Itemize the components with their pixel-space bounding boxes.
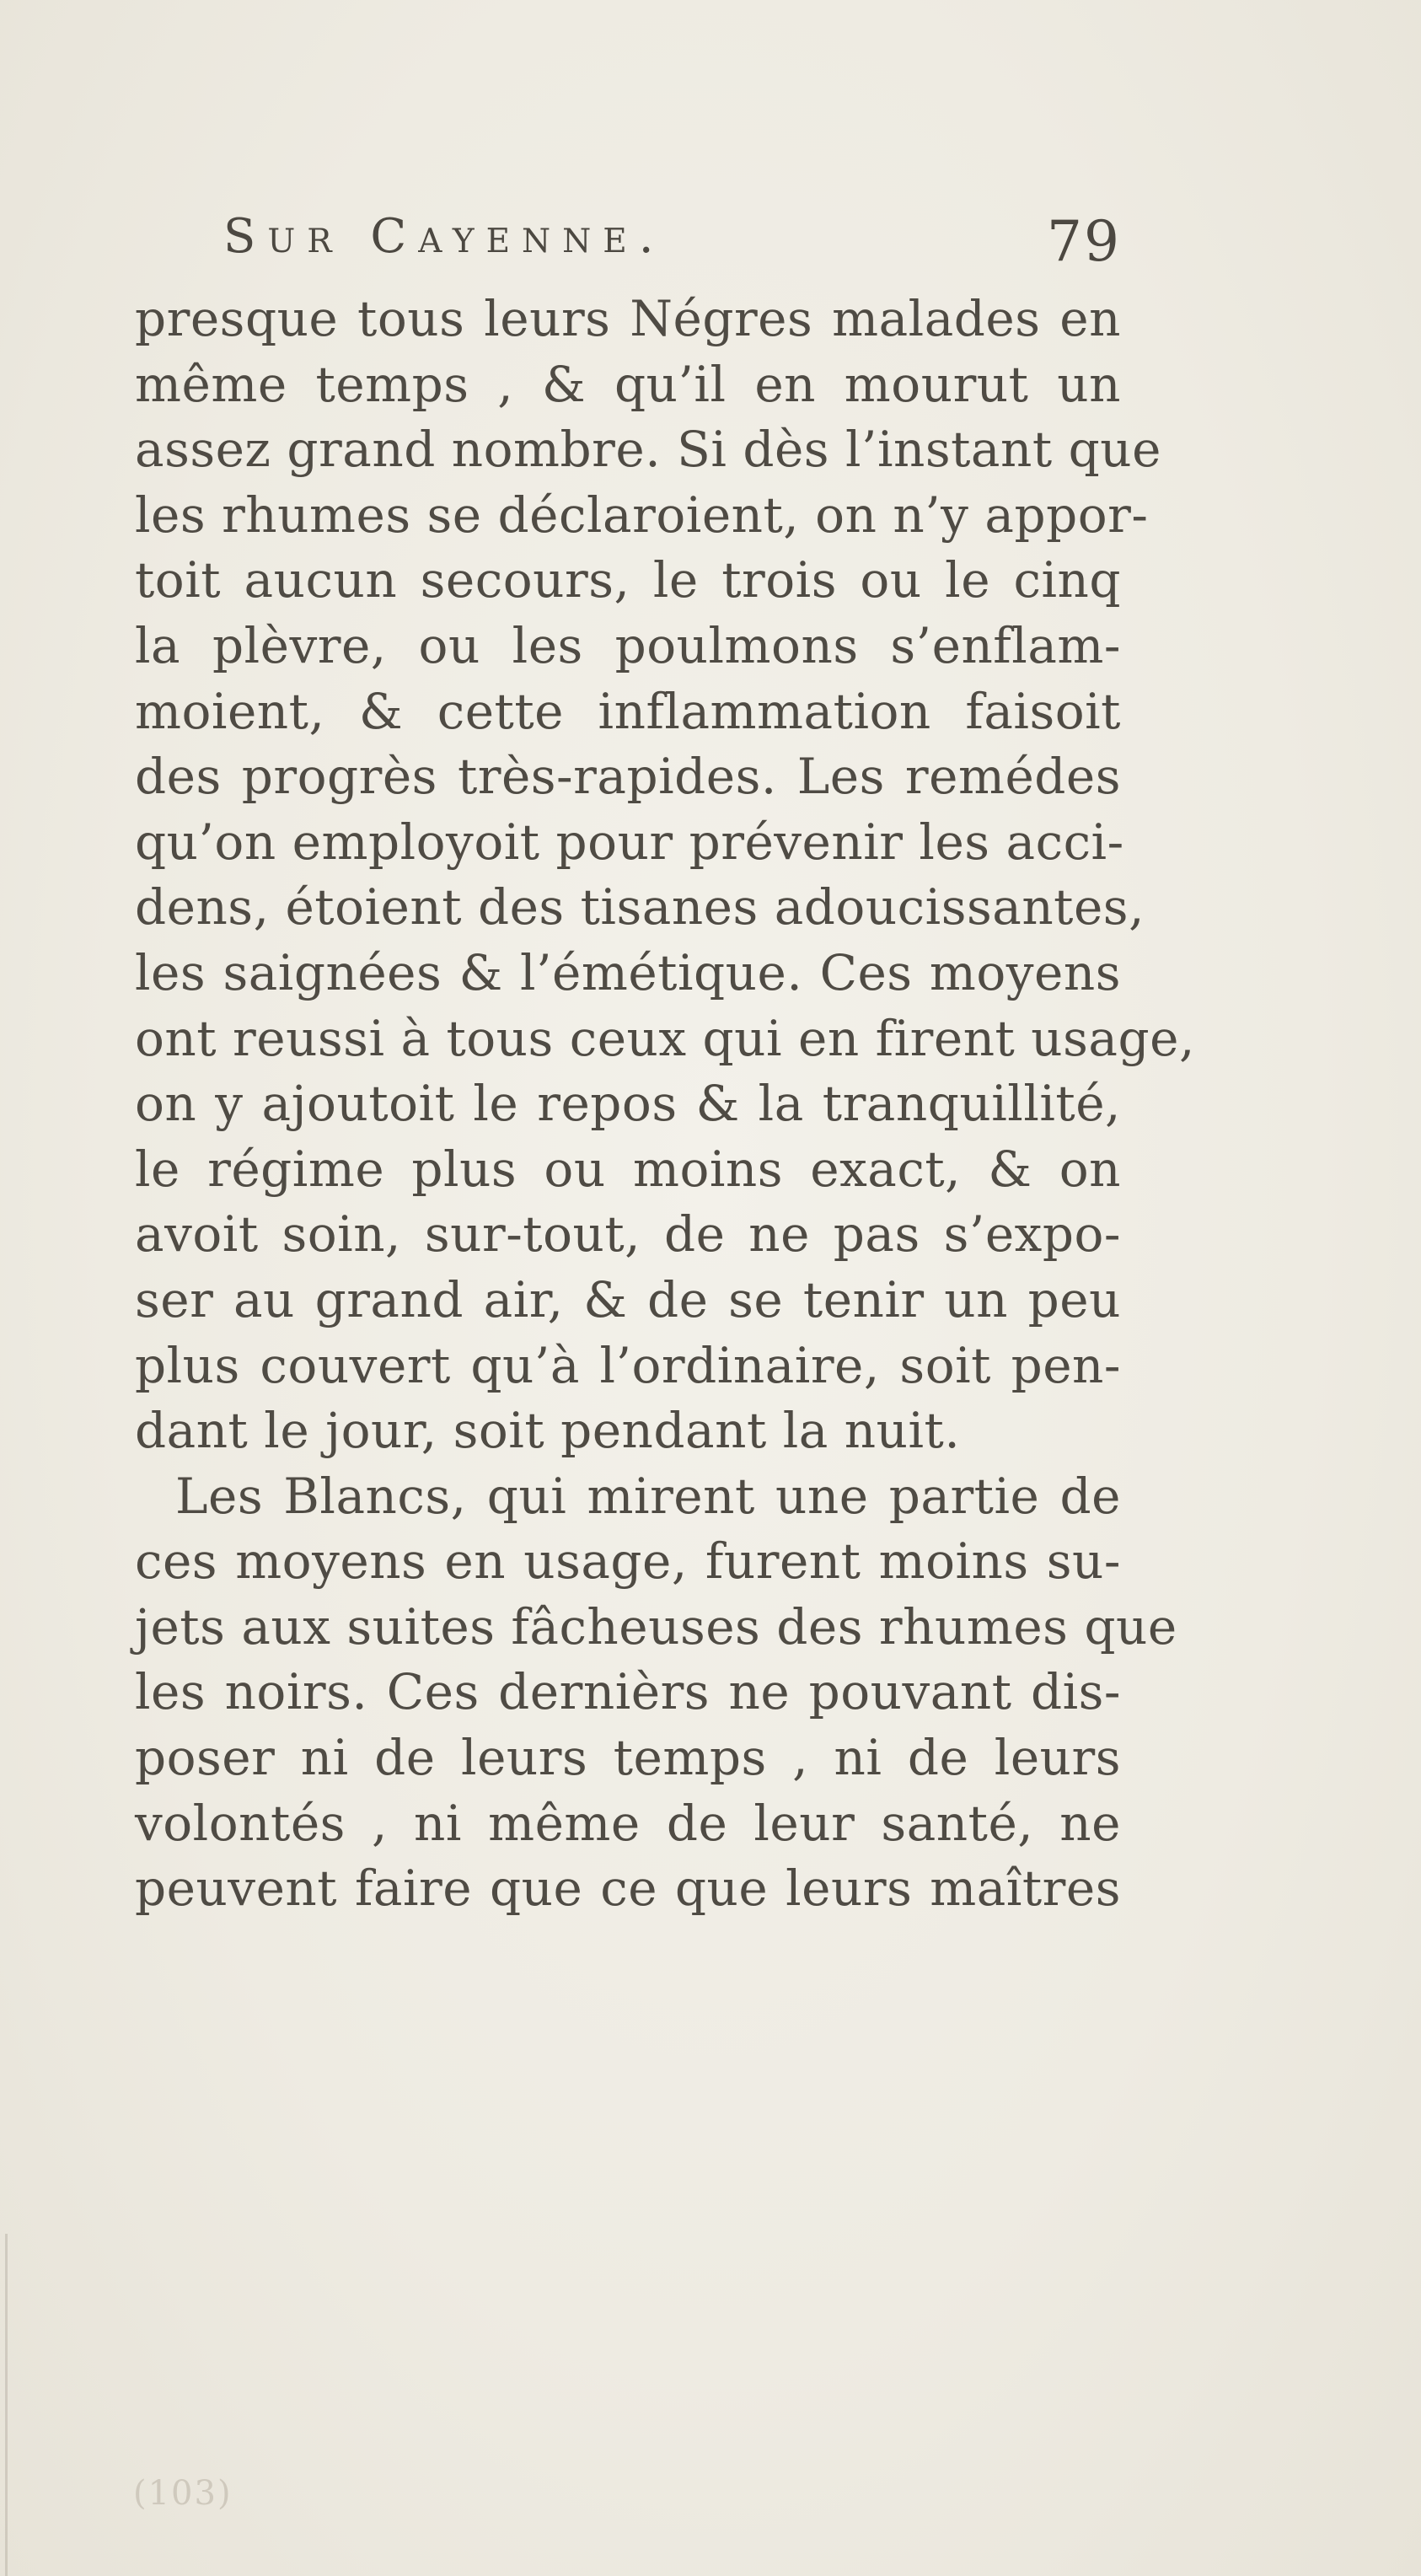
text-line: assez grand nombre. Si dès l’instant que [135,421,1161,479]
running-title: Sur Cayenne. [223,209,666,264]
text-line: dens, étoient des tisanes adoucissantes, [135,878,1145,936]
text-line: moient, & cette inflammation faisoit [135,682,1121,740]
text-line: on y ajoutoit le repos & la tranquillité, [135,1075,1121,1133]
text-line: les saignées & l’émétique. Ces moyens [135,943,1121,1001]
page-edge-shadow [5,2234,8,2576]
signature-mark: (103) [133,2474,233,2513]
text-line: des progrès très-rapides. Les remédes [135,748,1121,806]
text-line: plus couvert qu’à l’ordinaire, soit pen- [135,1336,1121,1394]
text-line: le régime plus ou moins exact, & on [135,1140,1121,1198]
text-line: ces moyens en usage, furent moins su- [135,1532,1121,1591]
text-line: dant le jour, soit pendant la nuit. [135,1402,961,1460]
text-line: les rhumes se déclaroient, on n’y appor- [135,486,1149,544]
text-line: qu’on employoit pour prévenir les acci- [135,813,1124,871]
text-line: les noirs. Ces dernièrs ne pouvant dis- [135,1663,1121,1721]
text-line: avoit soin, sur-tout, de ne pas s’expo- [135,1205,1121,1264]
text-line: peuvent faire que ce que leurs maîtres [135,1860,1121,1918]
text-line: poser ni de leurs temps , ni de leurs [135,1729,1121,1787]
text-line: la plèvre, ou les poulmons s’enflam- [135,616,1121,674]
text-line: volontés , ni même de leur santé, ne [135,1794,1121,1852]
text-line: presque tous leurs Négres malades en [135,290,1121,347]
text-line: toit aucun secours, le trois ou le cinq [135,551,1121,609]
text-line: ser au grand air, & de se tenir un peu [135,1270,1121,1328]
page-number: 79 [1047,209,1121,274]
body-text [135,287,1195,1922]
running-head [223,209,1121,276]
text-line: ont reussi à tous ceux qui en firent usage, [135,1009,1195,1067]
text-line: jets aux suites fâcheuses des rhumes que [135,1597,1177,1656]
text-line: Les Blancs, qui mirent une partie de [175,1467,1121,1525]
text-line: même temps , & qu’il en mourut un [135,355,1121,413]
